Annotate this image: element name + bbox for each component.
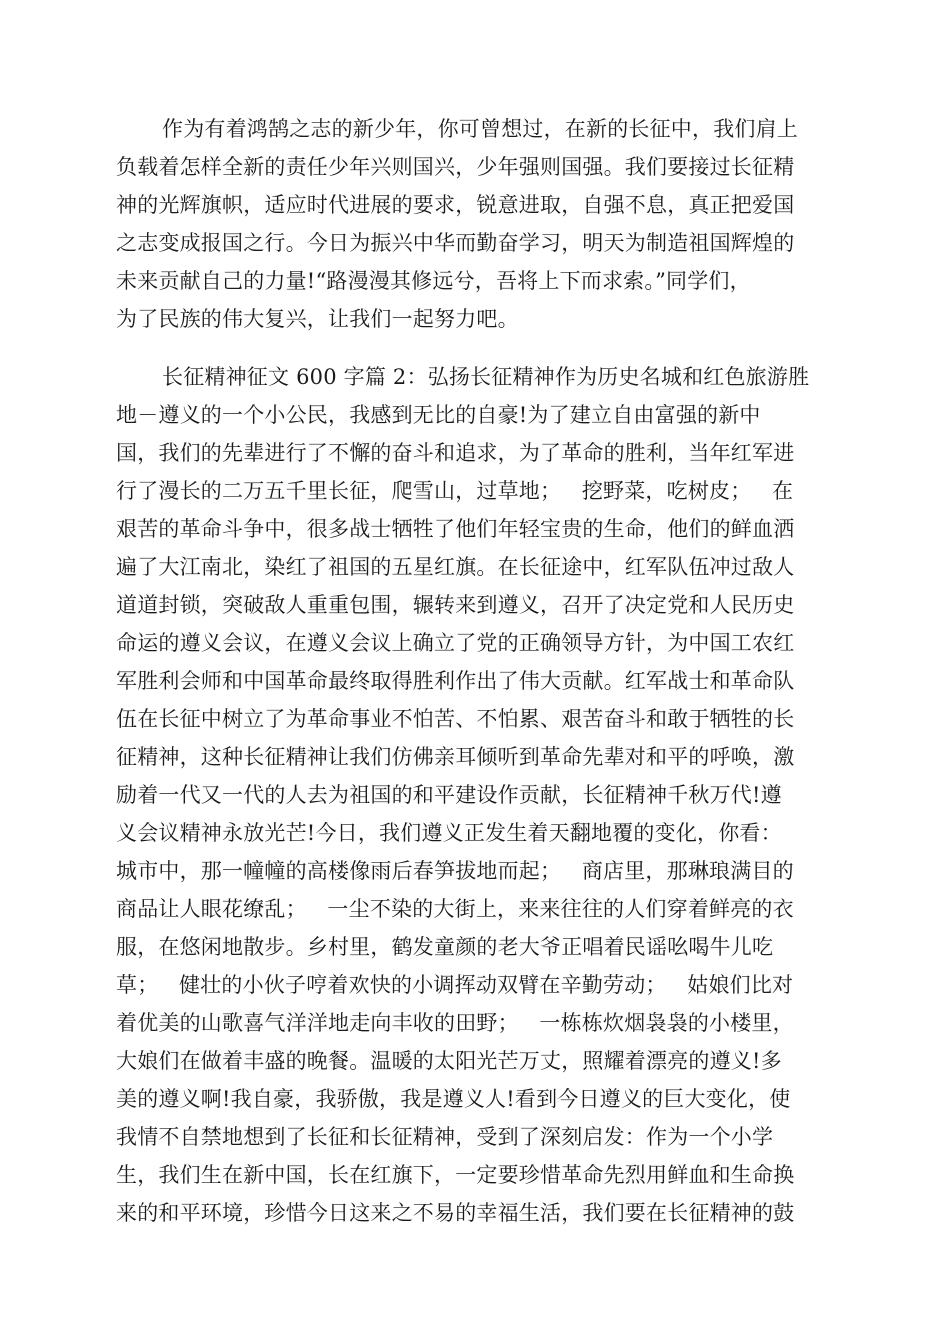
text-line: 长征精神征文 600 字篇 2：弘扬长征精神作为历史名城和红色旅游胜	[162, 365, 810, 389]
text-line: 未来贡献自己的力量!“路漫漫其修远兮，吾将上下而求索。”同学们，	[116, 269, 751, 293]
text-line: 城市中，那一幢幢的高楼像雨后春笋拔地而起； 商店里，那琳琅满目的	[116, 859, 794, 883]
text-line: 遍了大江南北，染红了祖国的五星红旗。在长征途中，红军队伍冲过敌人	[116, 555, 795, 579]
text-line: 伍在长征中树立了为革命事业不怕苦、不怕累、艰苦奋斗和敢于牺牲的长	[116, 707, 795, 731]
text-line: 之志变成报国之行。今日为振兴中华而勤奋学习，明天为制造祖国辉煌的	[116, 231, 795, 255]
text-line: 义会议精神永放光芒!今日，我们遵义正发生着天翻地覆的变化，你看：	[116, 821, 782, 845]
paragraph-closing-aspiration	[116, 110, 836, 338]
text-line: 行了漫长的二万五千里长征，爬雪山，过草地； 挖野菜，吃树皮； 在	[116, 479, 794, 503]
text-line: 地－遵义的一个小公民，我感到无比的自豪!为了建立自由富强的新中	[116, 403, 761, 427]
text-line: 来的和平环境，珍惜今日这来之不易的幸福生活，我们要在长征精神的鼓	[116, 1201, 795, 1225]
text-line: 军胜利会师和中国革命最终取得胜利作出了伟大贡献。红军战士和革命队	[116, 669, 795, 693]
text-line: 生，我们生在新中国，长在红旗下，一定要珍惜革命先烈用鲜血和生命换	[116, 1163, 795, 1187]
text-line: 励着一代又一代的人去为祖国的和平建设作贡献，长征精神千秋万代!遵	[116, 783, 782, 807]
text-line: 着优美的山歌喜气洋洋地走向丰收的田野； 一栋栋炊烟袅袅的小楼里，	[116, 1011, 794, 1035]
text-line: 艰苦的革命斗争中，很多战士牺牲了他们年轻宝贵的生命，他们的鲜血洒	[116, 517, 795, 541]
paragraph-essay-2	[116, 358, 836, 1232]
text-line: 作为有着鸿鹄之志的新少年，你可曾想过，在新的长征中，我们肩上	[162, 117, 798, 141]
text-line: 大娘们在做着丰盛的晚餐。温暖的太阳光芒万丈，照耀着漂亮的遵义!多	[116, 1049, 782, 1073]
text-line: 为了民族的伟大复兴，让我们一起努力吧。	[116, 307, 519, 331]
text-line: 神的光辉旗帜，适应时代进展的要求，锐意进取，自强不息，真正把爱国	[116, 193, 795, 217]
text-line: 道道封锁，突破敌人重重包围，辗转来到遵义，召开了决定党和人民历史	[116, 593, 795, 617]
text-line: 征精神，这种长征精神让我们仿佛亲耳倾听到革命先辈对和平的呼唤，激	[116, 745, 795, 769]
text-line: 负载着怎样全新的责任少年兴则国兴，少年强则国强。我们要接过长征精	[116, 155, 795, 179]
text-line: 我情不自禁地想到了长征和长征精神，受到了深刻启发：作为一个小学	[116, 1125, 774, 1149]
text-line: 命运的遵义会议，在遵义会议上确立了党的正确领导方针，为中国工农红	[116, 631, 795, 655]
text-line: 美的遵义啊!我自豪，我骄傲，我是遵义人!看到今日遵义的巨大变化，使	[116, 1087, 791, 1111]
text-line: 服，在悠闲地散步。乡村里，鹤发童颜的老大爷正唱着民谣吆喝牛儿吃	[116, 935, 774, 959]
text-line: 商品让人眼花缭乱； 一尘不染的大街上，来来往往的人们穿着鲜亮的衣	[116, 897, 794, 921]
text-line: 草； 健壮的小伙子哼着欢快的小调挥动双臂在辛勤劳动； 姑娘们比对	[116, 973, 794, 997]
text-line: 国，我们的先辈进行了不懈的奋斗和追求，为了革命的胜利，当年红军进	[116, 441, 795, 465]
